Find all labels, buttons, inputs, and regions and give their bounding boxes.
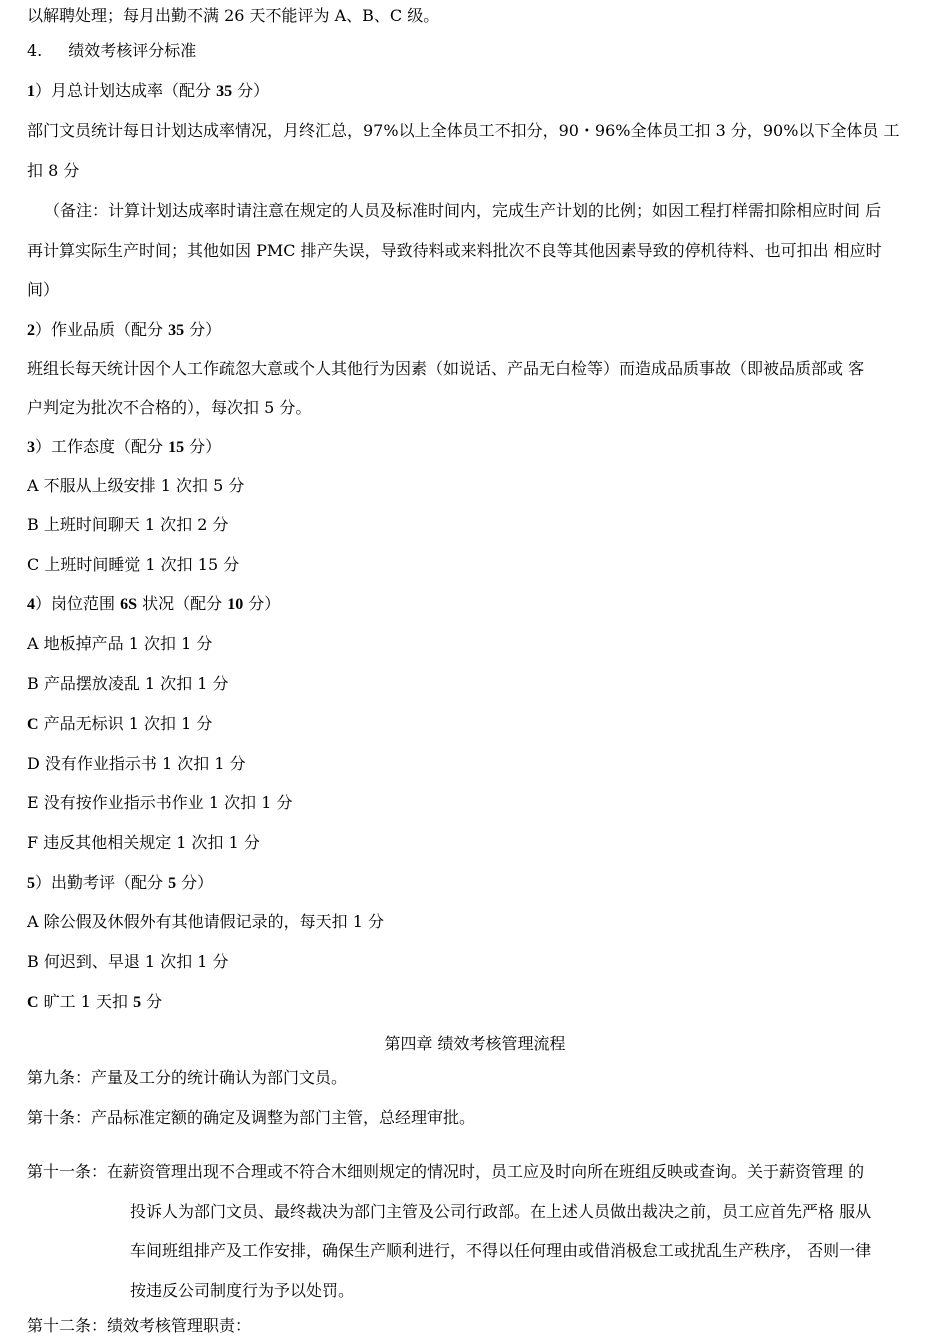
note-line2: 再计算实际生产时间；其他如因 PMC 排产失误，导致待料或来料批次不良等其他因素导致的停机待料、也可扣出 相应时 <box>27 241 882 260</box>
list-item: E 没有按作业指示书作业 1 次扣 1 分 <box>27 793 293 812</box>
paragraph-quality-line1: 班组长每天统计因个人工作疏忽大意或个人其他行为因素（如说话、产品无白检等）而造成品质事故（即被品质部或 客 <box>27 359 865 378</box>
list-item: D 没有作业指示书 1 次扣 1 分 <box>27 754 246 773</box>
paragraph-plan-rate-line1: 部门文员统计每日计划达成率情况，月终汇总，97%以上全体员工不扣分，90・96%全体员工扣 3 分，90%以下全体员 工 <box>27 121 900 140</box>
article-10: 第十条：产品标准定额的确定及调整为部门主管，总经理审批。 <box>27 1108 476 1127</box>
paragraph-plan-rate-line2: 扣 8 分 <box>27 161 80 180</box>
list-item: A 不服从上级安排 1 次扣 5 分 <box>27 476 245 495</box>
list-item: A 除公假及休假外有其他请假记录的，每天扣 1 分 <box>27 912 384 931</box>
paragraph-quality-line2: 户判定为批次不合格的），每次扣 5 分。 <box>27 398 312 417</box>
item-heading-6s: 4）岗位范围 6S 状况（配分 10 分） <box>27 594 281 613</box>
list-item: B 何迟到、早退 1 次扣 1 分 <box>27 952 229 971</box>
note-line1: （备注：计算计划达成率时请注意在规定的人员及标准时间内，完成生产计划的比例；如因工程打样需扣除相应时间 后 <box>44 201 882 220</box>
item-heading-quality: 2）作业品质（配分 35 分） <box>27 320 222 339</box>
list-item: F 违反其他相关规定 1 次扣 1 分 <box>27 833 260 852</box>
list-item: A 地板掉产品 1 次扣 1 分 <box>27 634 213 653</box>
list-item: C 产品无标识 1 次扣 1 分 <box>27 714 213 733</box>
item-heading-plan-rate: 1）月总计划达成率（配分 35 分） <box>27 81 270 100</box>
paragraph-dismissal-rule: 以解聘处理；每月出勤不满 26 天不能评为 A、B、C 级。 <box>27 6 440 25</box>
article-11-line3: 车间班组排产及工作安排，确保生产顺利进行，不得以任何理由或借消极怠工或扰乱生产秩序， 否则一律 <box>130 1241 872 1260</box>
article-11-line1: 第十一条：在薪资管理出现不合理或不符合木细则规定的情况时，员工应及时向所在班组反映或查询。关于薪资管理 的 <box>27 1162 865 1181</box>
article-9: 第九条：产量及工分的统计确认为部门文员。 <box>27 1068 348 1087</box>
section-title: 绩效考核评分标准 <box>68 41 197 60</box>
article-11-line2: 投诉人为部门文员、最终裁决为部门主管及公司行政部。在上述人员做出裁决之前，员工应首先严格 服从 <box>130 1202 872 1221</box>
note-line3: 间） <box>27 280 60 299</box>
section-number: 4. <box>27 41 43 60</box>
item-heading-attendance: 5）出勤考评（配分 5 分） <box>27 873 214 892</box>
article-11-line4: 按违反公司制度行为予以处罚。 <box>130 1281 355 1300</box>
article-12: 第十二条：绩效考核管理职责： <box>27 1316 252 1335</box>
section-heading-scoring-standard <box>27 41 196 61</box>
list-item: C 上班时间睡觉 1 次扣 15 分 <box>27 555 240 574</box>
chapter-title: 第四章 绩效考核管理流程 <box>384 1034 566 1053</box>
item-heading-attitude: 3）工作态度（配分 15 分） <box>27 437 222 456</box>
list-item: B 上班时间聊天 1 次扣 2 分 <box>27 515 229 534</box>
list-item: B 产品摆放凌乱 1 次扣 1 分 <box>27 674 229 693</box>
list-item: C 旷工 1 天扣 5 分 <box>27 992 163 1011</box>
